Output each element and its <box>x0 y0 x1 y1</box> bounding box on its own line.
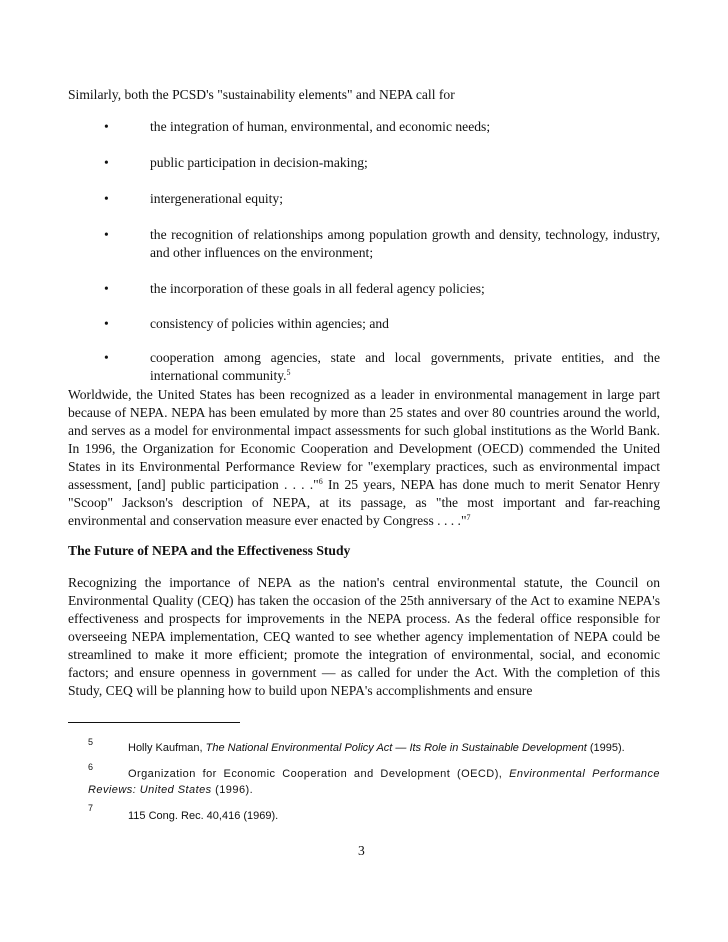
list-item <box>0 226 728 280</box>
footnote-text: (1995). <box>586 742 625 754</box>
list-item-text: consistency of policies within agencies; and <box>150 316 389 331</box>
bullet-icon: • <box>104 281 109 296</box>
bullet-icon: • <box>104 155 109 170</box>
bullet-icon: • <box>104 227 109 242</box>
paragraph-text: Worldwide, the United States has been recognized as a leader in environmental management in large part because of NEPA. NEPA has been emulated by more than 25 states and over 80 countries around the world, and serves as a model for environmental impact assessments for such global institutions as the World Bank. In 1996, the Organization for Economic Cooperation and Development (OECD) commended the United States in its Environmental Performance Review for "exemplary practices, such as environmental impact assessment, [and] public participation . . . ." <box>68 387 660 492</box>
section-heading: The Future of NEPA and the Effectiveness Study <box>68 543 351 558</box>
footnote-mark: 6 <box>88 762 94 772</box>
footnote-title: Environmental Performance Reviews: United States <box>88 768 660 796</box>
list-item <box>0 280 728 315</box>
bullet-list <box>0 118 728 389</box>
paragraph-future: Recognizing the importance of NEPA as the nation's central environmental statute, the Council on Environmental Quality (CEQ) has taken the occasion of the 25th anniversary of the Act to examine NEPA's effectiveness and prospects for improvements in the NEPA process. As the federal office responsible for overseeing NEPA implementation, CEQ wanted to see whether agency implementation of NEPA could be streamlined to make it more efficient; promote the integration of environmental, social, and economic factors; and ensure openness in government — as called for under the Act. With the completion of this Study, CEQ will be planning how to build upon NEPA's accomplishments and ensure <box>68 575 660 698</box>
paragraph-worldwide <box>68 386 660 530</box>
list-item <box>0 118 728 154</box>
footnote-mark: 5 <box>88 737 94 747</box>
list-item-text: the integration of human, environmental, and economic needs; <box>150 119 491 134</box>
list-item-text: intergenerational equity; <box>150 191 283 206</box>
list-item-text-content: cooperation among agencies, state and local governments, private entities, and the international community. <box>150 350 660 383</box>
bullet-icon: • <box>104 119 109 134</box>
list-item <box>0 190 728 226</box>
list-item-text: public participation in decision-making; <box>150 155 368 170</box>
list-item-text: the incorporation of these goals in all federal agency policies; <box>150 281 485 296</box>
footnote <box>88 766 660 798</box>
footnote-ref[interactable]: 5 <box>286 368 291 377</box>
footnote-text: Organization for Economic Cooperation and Development (OECD), <box>128 768 510 780</box>
paragraph-text: In 25 years, NEPA has done much to merit Senator Henry "Scoop" Jackson's description of NEPA, at its passage, as "the most important and far-reaching environmental and conservation measure ever enacted by Congress . . . ." <box>68 477 660 528</box>
footnote: 115 Cong. Rec. 40,416 (1969). <box>128 810 279 822</box>
intro-sentence: Similarly, both the PCSD's "sustainability elements" and NEPA call for <box>68 87 455 102</box>
page-number: 3 <box>358 843 365 858</box>
footnote <box>128 740 660 756</box>
footnote-ref[interactable]: 7 <box>466 513 471 522</box>
list-item-text: the recognition of relationships among population growth and density, technology, industry, and other influences on the environment; <box>150 227 660 260</box>
list-item <box>0 315 728 349</box>
footnote-text: (1996). <box>211 784 254 796</box>
footnote-divider <box>68 722 240 723</box>
bullet-icon: • <box>104 191 109 206</box>
list-item <box>0 154 728 190</box>
list-item <box>0 349 728 389</box>
list-item-text <box>150 349 660 385</box>
footnote-title: The National Environmental Policy Act — Its Role in Sustainable Development <box>205 742 587 754</box>
bullet-icon: • <box>104 350 109 365</box>
footnote-ref[interactable]: 6 <box>318 477 323 486</box>
bullet-icon: • <box>104 316 109 331</box>
footnote-text: Holly Kaufman, <box>128 742 206 754</box>
footnote-mark: 7 <box>88 803 94 813</box>
